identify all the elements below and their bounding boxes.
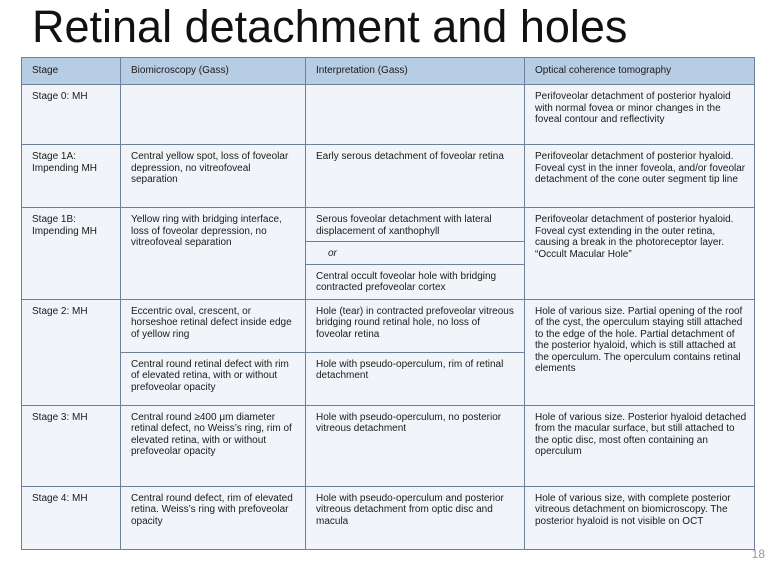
header-interpretation: Interpretation (Gass): [306, 58, 525, 85]
cell-oct: Perifoveolar detachment of posterior hyaloid with normal fovea or minor changes in the foveal contour and reflectivity: [525, 85, 755, 145]
header-oct: Optical coherence tomography: [525, 58, 755, 85]
cell-interpretation: Hole with pseudo-operculum, rim of retinal detachment: [306, 352, 525, 405]
cell-oct: Hole of various size, with complete posterior vitreous detachment on biomicroscopy. The posterior hyaloid is not visible on OCT: [525, 486, 755, 549]
page-number: 18: [751, 547, 765, 561]
table-row: [22, 145, 755, 208]
cell-interpretation-or: or: [306, 242, 525, 265]
table-row: [22, 405, 755, 486]
cell-biomicroscopy: Yellow ring with bridging interface, loss of foveolar depression, no vitreofoveal separation: [121, 208, 306, 300]
header-biomicroscopy: Biomicroscopy (Gass): [121, 58, 306, 85]
cell-stage: Stage 1A: Impending MH: [22, 145, 121, 208]
cell-biomicroscopy: Central yellow spot, loss of foveolar depression, no vitreofoveal separation: [121, 145, 306, 208]
header-stage: Stage: [22, 58, 121, 85]
cell-interpretation: Hole (tear) in contracted prefoveolar vitreous bridging round retinal hole, no loss of foveolar retina: [306, 299, 525, 352]
table-row: [22, 299, 755, 352]
cell-oct: Perifoveolar detachment of posterior hyaloid. Foveal cyst extending in the outer retina, causing a break in the photoreceptor layer. “Occult Macular Hole”: [525, 208, 755, 300]
table-header-row: [22, 58, 755, 85]
cell-biomicroscopy: Eccentric oval, crescent, or horseshoe retinal defect inside edge of yellow ring: [121, 299, 306, 352]
slide-title: Retinal detachment and holes: [32, 1, 628, 52]
cell-stage: Stage 4: MH: [22, 486, 121, 549]
table-row: [22, 208, 755, 242]
cell-oct: Perifoveolar detachment of posterior hyaloid. Foveal cyst in the inner foveola, and/or foveolar detachment of the cone outer segment tip line: [525, 145, 755, 208]
cell-interpretation: Hole with pseudo-operculum and posterior vitreous detachment from optic disc and macula: [306, 486, 525, 549]
cell-biomicroscopy: [121, 85, 306, 145]
table-row: [22, 486, 755, 549]
cell-interpretation: Hole with pseudo-operculum, no posterior vitreous detachment: [306, 405, 525, 486]
cell-biomicroscopy: Central round defect, rim of elevated retina. Weiss’s ring with prefoveolar opacity: [121, 486, 306, 549]
cell-interpretation: Early serous detachment of foveolar retina: [306, 145, 525, 208]
table-row: [22, 85, 755, 145]
cell-biomicroscopy: Central round retinal defect with rim of elevated retina, with or without prefoveolar opacity: [121, 352, 306, 405]
cell-stage: Stage 1B: Impending MH: [22, 208, 121, 300]
cell-oct: Hole of various size. Posterior hyaloid detached from the macular surface, but still attached to the optic disc, most often containing an operculum: [525, 405, 755, 486]
cell-oct: Hole of various size. Partial opening of the roof of the cyst, the operculum staying still attached to the edge of the hole. Partial detachment of the posterior hyaloid, which is still attached at the operculum. The operculum contains retinal elements: [525, 299, 755, 405]
cell-stage: Stage 2: MH: [22, 299, 121, 405]
cell-interpretation: Serous foveolar detachment with lateral displacement of xanthophyll: [306, 208, 525, 242]
cell-biomicroscopy: Central round ≥400 μm diameter retinal defect, no Weiss’s ring, rim of elevated retina, with or without prefoveolar opacity: [121, 405, 306, 486]
macular-hole-staging-table: [21, 57, 755, 550]
cell-interpretation: [306, 85, 525, 145]
cell-interpretation: Central occult foveolar hole with bridging contracted prefoveolar cortex: [306, 264, 525, 299]
cell-stage: Stage 3: MH: [22, 405, 121, 486]
cell-stage: Stage 0: MH: [22, 85, 121, 145]
